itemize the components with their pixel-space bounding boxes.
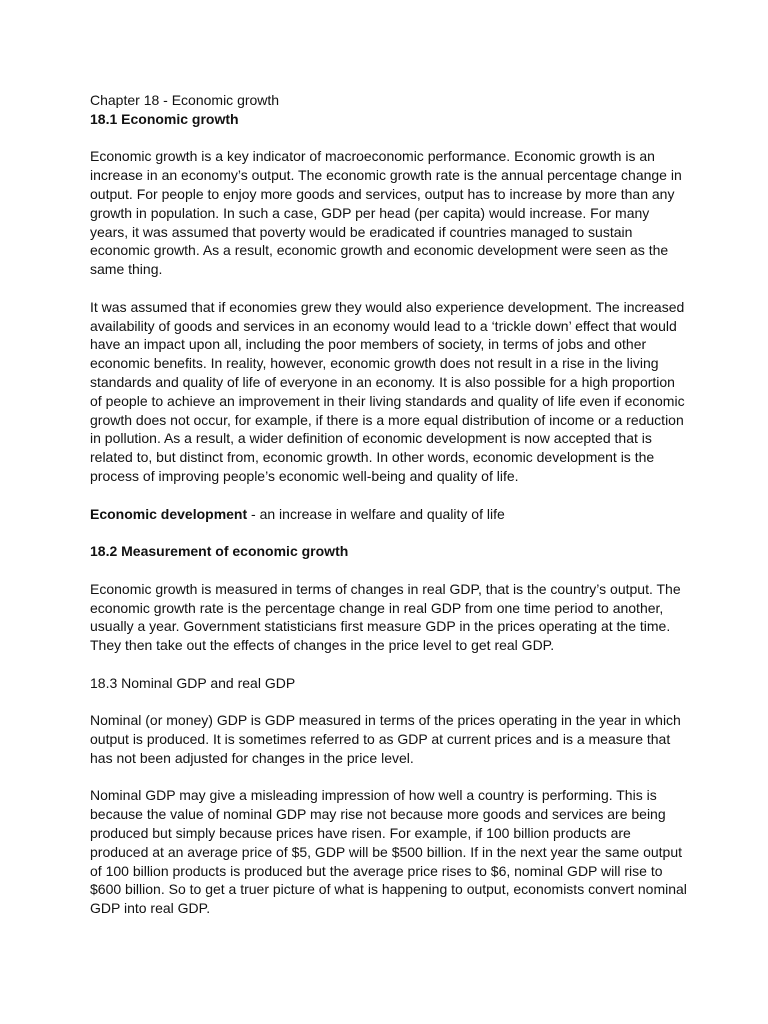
section-heading-18-1: 18.1 Economic growth [90, 110, 239, 127]
paragraph-development-assumption: It was assumed that if economies grew they would also experience development. The increased availability of goods and services in an economy would lead to a ‘trickle down’ effect that would have an impact upon all, including the poor members of society, in terms of jobs and other economic benefits. In reality, however, economic growth does not result in a rise in the living standards and quality of life of everyone in an economy. It is also possible for a high proportion of people to achieve an improvement in their living standards and quality of life even if economic growth does not occur, for example, if there is a more equal distribution of income or a reduction in pollution. As a result, a wider definition of economic development is now accepted that is related to, but distinct from, economic growth. In other words, economic development is the process of improving people’s economic well-being and quality of life. [90, 298, 685, 484]
paragraph-nominal-gdp-definition: Nominal (or money) GDP is GDP measured in terms of the prices operating in the year in which output is produced. It is sometimes referred to as GDP at current prices and is a measure that has not been adjusted for changes in the price level. [90, 712, 681, 766]
definition-term: Economic development [90, 505, 248, 522]
paragraph-economic-growth-intro: Economic growth is a key indicator of macroeconomic performance. Economic growth is an increase in an economy’s output. The economic growth rate is the annual percentage change in output. For people to enjoy more goods and services, output has to increase by more than any growth in population. In such a case, GDP per head (per capita) would increase. For many years, it was assumed that poverty would be eradicated if countries managed to sustain economic growth. As a result, economic growth and economic development were seen as the same thing. [90, 148, 682, 278]
paragraph-measurement: Economic growth is measured in terms of changes in real GDP, that is the country’s output. The economic growth rate is the percentage change in real GDP from one time period to another, usually a year. Government statisticians first measure GDP in the prices operating at the time. They then take out the effects of changes in the price level to get real GDP. [90, 580, 681, 654]
document-page [90, 91, 690, 918]
paragraph-nominal-gdp-misleading: Nominal GDP may give a misleading impression of how well a country is performing. This is because the value of nominal GDP may rise not because more goods and services are being produced but simply because prices have risen. For example, if 100 billion products are produced at an average price of $5, GDP will be $500 billion. If in the next year the same output of 100 billion products is produced but the average price rises to $6, nominal GDP will rise to $600 billion. So to get a truer picture of what is happening to output, economists convert nominal GDP into real GDP. [90, 787, 687, 917]
section-heading-18-2: 18.2 Measurement of economic growth [90, 543, 349, 560]
definition-economic-development [90, 505, 690, 524]
definition-text: - an increase in welfare and quality of life [247, 505, 505, 522]
section-heading-18-3: 18.3 Nominal GDP and real GDP [90, 674, 296, 691]
chapter-title: Chapter 18 - Economic growth [90, 92, 280, 108]
